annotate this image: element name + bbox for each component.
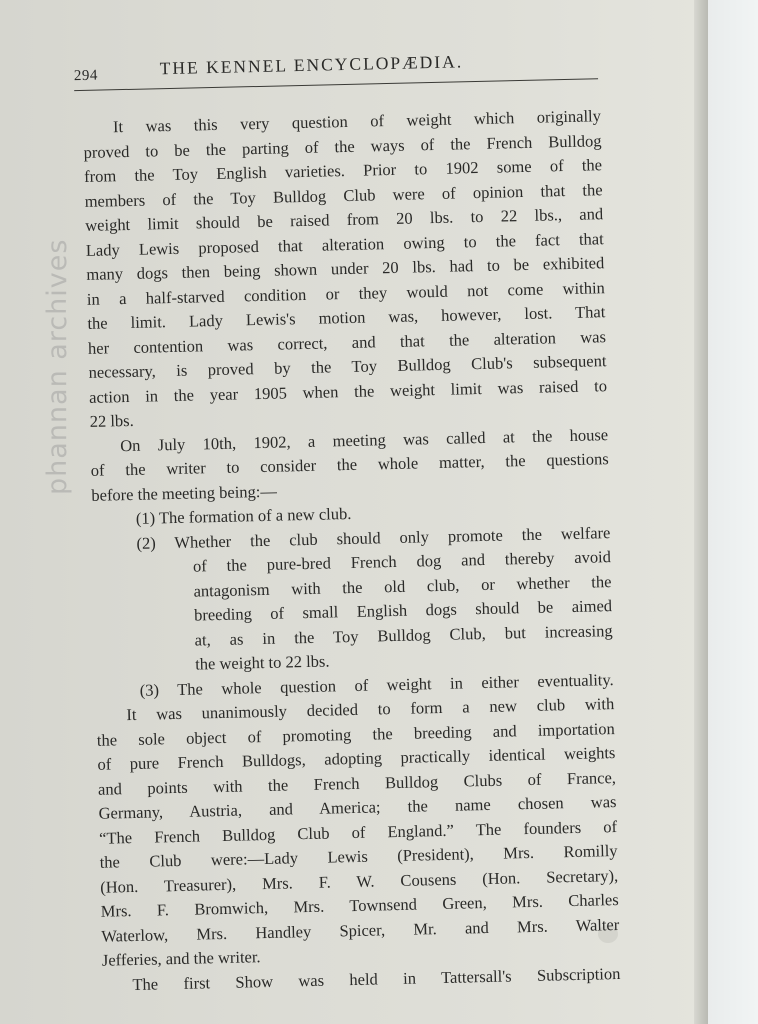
body-text bbox=[83, 104, 621, 998]
text-line: weight limit should be raised from 20 lbs. to 22 lbs., and bbox=[85, 204, 604, 235]
page-number: 294 bbox=[73, 67, 99, 85]
text-line: and points with the French Bulldog Clubs of France, bbox=[97, 767, 617, 799]
text-line: On July 10th, 1902, a meeting was called at the house bbox=[120, 424, 609, 455]
page-header bbox=[73, 44, 598, 91]
text-line: the weight to 22 lbs. bbox=[195, 651, 330, 674]
text-line: Lady Lewis proposed that alteration owing to the fact that bbox=[85, 228, 604, 260]
text-line: the limit. Lady Lewis's motion was, however, lost. That bbox=[87, 302, 606, 333]
text-line: necessary, is proved by the Toy Bulldog Club's subsequent bbox=[88, 351, 607, 382]
text-line: the Club were:—Lady Lewis (President), Mrs. Romilly bbox=[99, 841, 618, 872]
text-line: Germany, Austria, and America; the name chosen was bbox=[98, 792, 617, 823]
text-line: action in the year 1905 when the weight limit was raised to bbox=[88, 375, 608, 407]
text-line: many dogs then being shown under 20 lbs. had to be exhibited bbox=[86, 253, 605, 284]
text-line: from the Toy English varieties. Prior to 1902 some of the bbox=[83, 155, 603, 186]
running-head: THE KENNEL ENCYCLOPÆDIA. bbox=[159, 51, 464, 79]
text-line: (Hon. Treasurer), Mrs. F. W. Cousens (Hon. Secretary), bbox=[100, 865, 619, 897]
text-line: (2) Whether the club should only promote the welfare bbox=[136, 522, 611, 553]
text-line: “The French Bulldog Club of England.” The founders of bbox=[98, 816, 618, 848]
text-line: The first Show was held in Tattersall's Subscription bbox=[132, 963, 621, 994]
text-line: It was this very question of weight which originally bbox=[112, 106, 602, 137]
text-line: of pure French Bulldogs, adopting practically identical weights bbox=[97, 743, 616, 774]
text-line: Mrs. F. Bromwich, Mrs. Townsend Green, Mrs. Charles bbox=[100, 890, 619, 921]
text-line: at, as in the Toy Bulldog Club, but increasing bbox=[194, 620, 613, 650]
text-line: Jefferies, and the writer. bbox=[101, 947, 261, 970]
background-surface bbox=[708, 0, 758, 1024]
text-line: antagonism with the old club, or whether the bbox=[193, 571, 612, 601]
text-line: Waterlow, Mrs. Handley Spicer, Mr. and Mrs. Walter bbox=[101, 914, 620, 946]
text-line: members of the Toy Bulldog Club were of opinion that the bbox=[84, 179, 603, 211]
text-line: the sole object of promoting the breeding and importation bbox=[96, 718, 616, 750]
watermark-text: phannan archives bbox=[42, 238, 73, 495]
text-line: of the writer to consider the whole matter, the questions bbox=[90, 449, 609, 480]
text-line: of the pure-bred French dog and thereby avoid bbox=[192, 547, 612, 576]
text-line: before the meeting being:— bbox=[91, 481, 278, 505]
text-line: (3) The whole question of weight in either eventuality. bbox=[139, 669, 614, 700]
text-line: proved to be the parting of the ways of the French Bulldog bbox=[83, 130, 602, 162]
text-line: her contention was correct, and that the alteration was bbox=[87, 326, 607, 358]
text-line: in a half-starved condition or they would not come within bbox=[86, 277, 605, 309]
text-line: breeding of small English dogs should be aimed bbox=[193, 596, 613, 625]
text-line: 22 lbs. bbox=[89, 410, 134, 431]
text-line: It was unanimously decided to form a new club with bbox=[126, 694, 615, 725]
text-line: (1) The formation of a new club. bbox=[135, 503, 352, 528]
